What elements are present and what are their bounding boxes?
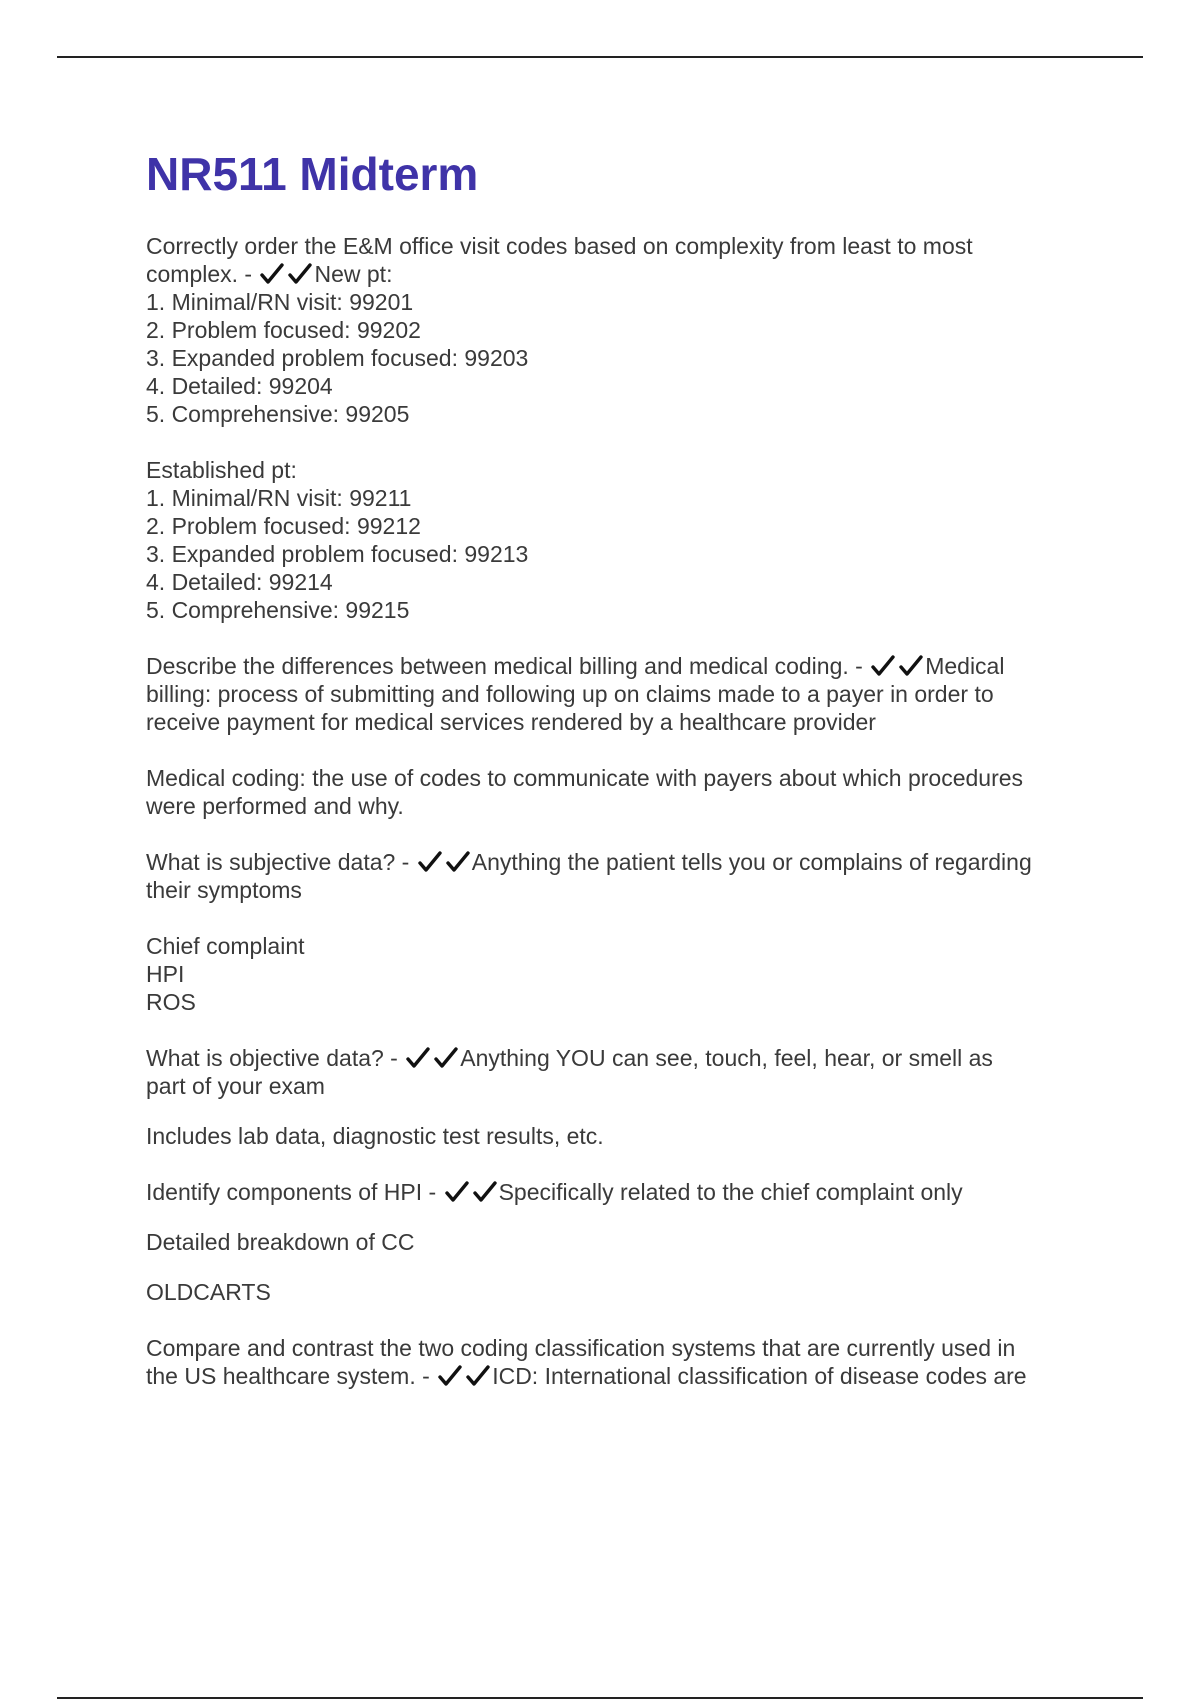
answer-text: billing: process of submitting and following up on claims made to a payer in order to (146, 681, 994, 707)
question-line (146, 1044, 1106, 1072)
list-item: 2. Problem focused: 99212 (146, 513, 421, 539)
check-mark-icon (418, 851, 470, 873)
qa-subjective-data (146, 848, 1106, 1016)
question-text: complex. - (146, 261, 259, 287)
qa-objective-data (146, 1044, 1106, 1150)
bottom-rule (57, 1697, 1143, 1699)
question-line (146, 260, 1106, 288)
answer-text: Includes lab data, diagnostic test results, etc. (146, 1123, 604, 1149)
question-line (146, 1178, 1106, 1206)
answer-text: OLDCARTS (146, 1279, 271, 1305)
question-text: What is objective data? - (146, 1045, 405, 1071)
answer-text: part of your exam (146, 1073, 325, 1099)
list-item: 4. Detailed: 99214 (146, 569, 333, 595)
question-line (146, 652, 1106, 680)
check-mark-icon (871, 655, 923, 677)
answer-text: receive payment for medical services rendered by a healthcare provider (146, 709, 876, 735)
qa-coding-systems (146, 1334, 1106, 1390)
answer-text: ICD: International classification of disease codes are (492, 1363, 1027, 1389)
answer-text: were performed and why. (146, 793, 404, 819)
list-item: ROS (146, 989, 196, 1015)
list-item: 5. Comprehensive: 99205 (146, 401, 410, 427)
answer-text: Anything the patient tells you or complains of regarding (471, 849, 1032, 875)
established-header: Established pt: (146, 457, 297, 483)
question-text: Compare and contrast the two coding classification systems that are currently used in (146, 1335, 1016, 1361)
answer-text: their symptoms (146, 877, 302, 903)
list-item: Chief complaint (146, 933, 305, 959)
answer-text: Anything YOU can see, touch, feel, hear, or smell as (460, 1045, 993, 1071)
qa-billing-coding (146, 652, 1106, 820)
answer-text: Detailed breakdown of CC (146, 1229, 415, 1255)
list-item: 1. Minimal/RN visit: 99201 (146, 289, 414, 315)
document-body (146, 146, 1106, 1418)
question-line (146, 1362, 1106, 1390)
top-rule (57, 56, 1143, 58)
qa-hpi-components (146, 1178, 1106, 1306)
check-mark-icon (260, 263, 312, 285)
question-text: Describe the differences between medical billing and medical coding. - (146, 653, 870, 679)
list-item: 3. Expanded problem focused: 99203 (146, 345, 529, 371)
check-mark-icon (445, 1181, 497, 1203)
list-item: 5. Comprehensive: 99215 (146, 597, 410, 623)
list-item: HPI (146, 961, 185, 987)
answer-text: Medical (925, 653, 1005, 679)
list-item: 1. Minimal/RN visit: 99211 (146, 485, 412, 511)
question-text: Identify components of HPI - (146, 1179, 443, 1205)
question-line (146, 848, 1106, 876)
list-item: 2. Problem focused: 99202 (146, 317, 421, 343)
question-text: the US healthcare system. - (146, 1363, 437, 1389)
check-mark-icon (438, 1365, 490, 1387)
question-text: Correctly order the E&M office visit codes based on complexity from least to most (146, 233, 973, 259)
question-text: What is subjective data? - (146, 849, 416, 875)
answer-text: New pt: (314, 261, 393, 287)
answer-text: Specifically related to the chief complaint only (498, 1179, 963, 1205)
list-item: 3. Expanded problem focused: 99213 (146, 541, 529, 567)
qa-em-codes (146, 232, 1106, 624)
list-item: 4. Detailed: 99204 (146, 373, 333, 399)
answer-text: Medical coding: the use of codes to communicate with payers about which procedures (146, 765, 1024, 791)
check-mark-icon (406, 1047, 458, 1069)
page-title: NR511 Midterm (146, 148, 479, 200)
